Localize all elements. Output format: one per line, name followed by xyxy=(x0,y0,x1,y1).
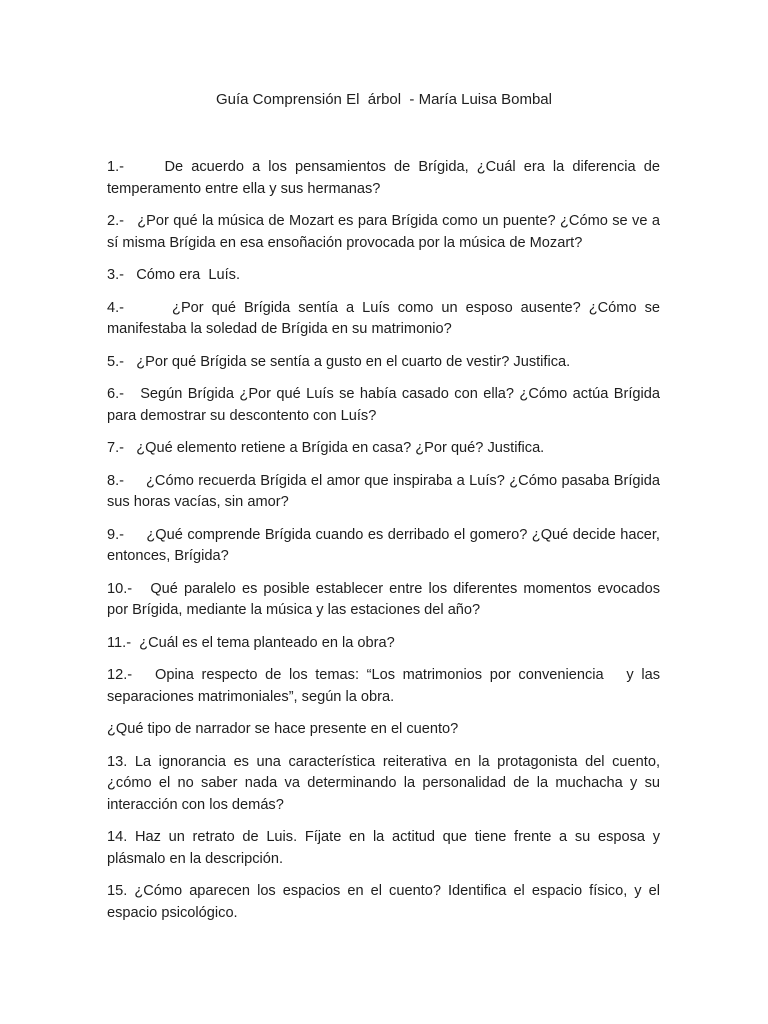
question-item: 3.- Cómo era Luís. xyxy=(107,267,241,283)
question-item: ¿Qué tipo de narrador se hace presente en el cuento? xyxy=(107,721,459,737)
question-item: 8.- ¿Cómo recuerda Brígida el amor que inspiraba a Luís? ¿Cómo pasaba Brígida sus horas vacías, sin amor? xyxy=(107,472,665,510)
question-item: 1.- De acuerdo a los pensamientos de Brígida, ¿Cuál era la diferencia de temperamento entre ella y sus hermanas? xyxy=(107,159,665,197)
question-item: 13. La ignorancia es una característica reiterativa en la protagonista del cuento, ¿cómo el no saber nada va determinando la personalidad de la muchacha y su interacción con los demás? xyxy=(107,753,665,813)
question-item: 9.- ¿Qué comprende Brígida cuando es derribado el gomero? ¿Qué decide hacer, entonces, Brígida? xyxy=(107,526,665,564)
question-item: 4.- ¿Por qué Brígida sentía a Luís como un esposo ausente? ¿Cómo se manifestaba la soledad de Brígida en su matrimonio? xyxy=(107,299,665,337)
question-item: 11.- ¿Cuál es el tema planteado en la obra? xyxy=(107,634,395,651)
question-item: 12.- Opina respecto de los temas: “Los matrimonios por conveniencia y las separaciones matrimoniales”, según la obra. xyxy=(107,667,665,705)
question-item: 15. ¿Cómo aparecen los espacios en el cuento? Identifica el espacio físico, y el espacio psicológico. xyxy=(107,883,665,921)
question-item: 6.- Según Brígida ¿Por qué Luís se había casado con ella? ¿Cómo actúa Brígida para demostrar su descontento con Luís? xyxy=(107,386,665,424)
document-title: Guía Comprensión El árbol - María Luisa Bombal xyxy=(216,91,552,108)
question-item: 2.- ¿Por qué la música de Mozart es para Brígida como un puente? ¿Cómo se ve a sí misma Brígida en esa ensoñación provocada por la música de Mozart? xyxy=(107,213,665,251)
question-item: 7.- ¿Qué elemento retiene a Brígida en casa? ¿Por qué? Justifica. xyxy=(107,440,545,456)
question-list xyxy=(107,157,665,935)
question-item: 5.- ¿Por qué Brígida se sentía a gusto en el cuarto de vestir? Justifica. xyxy=(107,353,571,370)
question-item: 14. Haz un retrato de Luis. Fíjate en la actitud que tiene frente a su esposa y plásmalo en la descripción. xyxy=(107,829,665,867)
question-item: 10.- Qué paralelo es posible establecer entre los diferentes momentos evocados por Brígida, mediante la música y las estaciones del año? xyxy=(107,580,665,618)
